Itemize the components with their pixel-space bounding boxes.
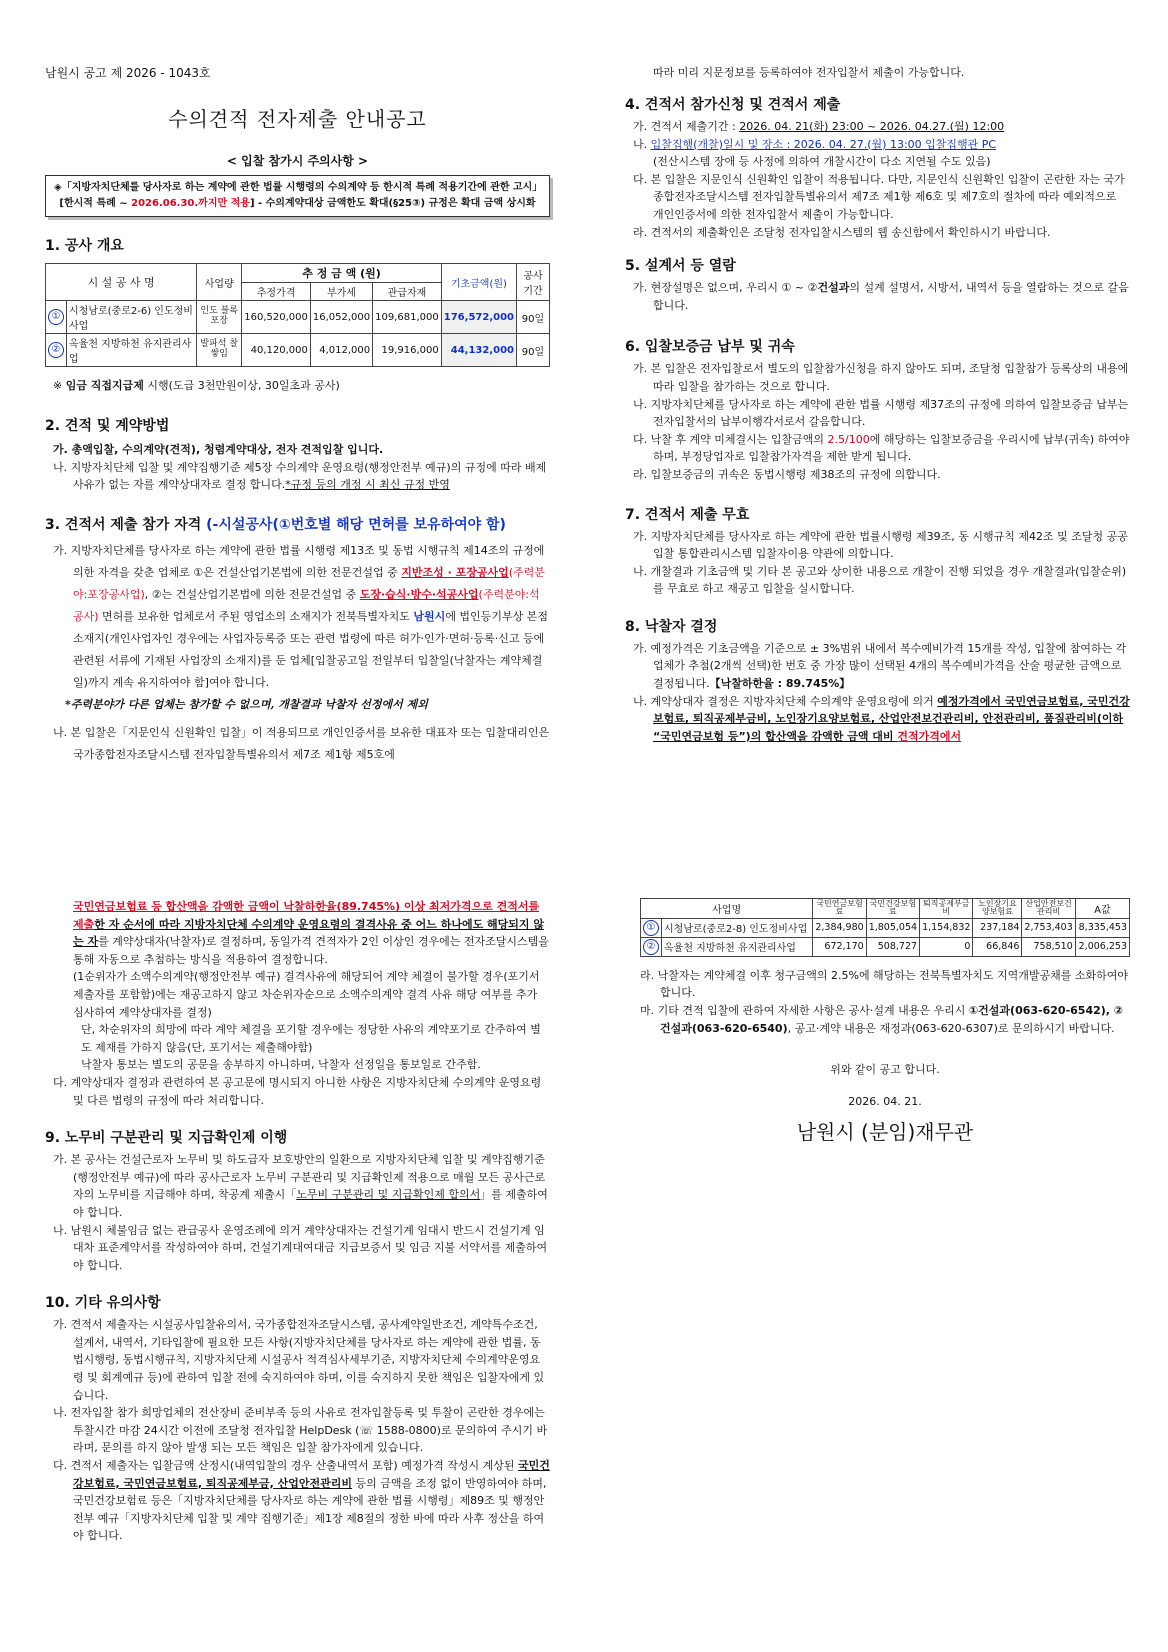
th-project: 사업명 (641, 899, 813, 919)
row-number: ② (48, 342, 64, 358)
section-4-body (625, 118, 1130, 241)
caution-box (45, 175, 550, 217)
section-5-heading: 5. 설계서 등 열람 (625, 258, 736, 275)
section-3-heading: 3. 견적서 제출 참가 자격 (-시설공사(①번호별 해당 면허를 보유하여야 함) (45, 516, 506, 533)
s8-note-3: 낙찰자 통보는 별도의 공문을 송부하지 아니하며, 낙찰자 선정일을 통보일로 간주함. (81, 1058, 481, 1072)
table-row (641, 918, 1130, 937)
wage-note: ※ 임금 직접지급제 시행(도급 3천만원이상, 30일초과 공사) (53, 379, 340, 392)
s6-item-ga: 가. 본 입찰은 전자입찰로서 별도의 입찰참가신청을 하지 않아도 되며, 조달청 입찰참가 등록상의 내용에 따라 입찰을 참가하는 것으로 합니다. (633, 362, 1129, 393)
base-price: 44,132,000 (441, 334, 516, 367)
th-vat: 부가세 (310, 283, 372, 301)
section-6-body (625, 360, 1130, 483)
th-longterm: 노인장기요양보험료 (973, 899, 1022, 919)
a-value: 8,335,453 (1075, 918, 1129, 937)
project-name: 시청남로(중로2-6) 인도정비사업 (67, 301, 197, 334)
base-price: 176,572,000 (441, 301, 516, 334)
s8-continued-text: 국민연금보험료 등 합산액을 감액한 금액이 낙찰하한율(89.745%) 이상 최저가격으로 견적서를 제출한 자 순서에 따라 지방자치단체 수의계약 운영요령의 결격사유 중 어느 하나에도 해당되지 않는 자를 계약상대자(낙찰자)로 결정하며, 동일가격 견적자가 2인 이상인 경우에는 전자조달시스템을 통해 자동으로 추첨하는 방식을 적용하여 결정합니다. (73, 900, 549, 966)
section-4-heading: 4. 견적서 참가신청 및 견적서 제출 (625, 97, 841, 113)
project-type: 인도 블록포장 (197, 301, 242, 334)
s6-item-da: 다. 낙찰 후 계약 미체결시는 입찰금액의 2.5/100에 해당하는 입찰보증금을 우리시에 납부(귀속) 하여야 하며, 부정당업자로 입찰참가자격을 제한 받게 됩니다. (633, 432, 1130, 464)
th-a-value: A값 (1075, 899, 1129, 919)
item-ra: 라. 낙찰자는 계약체결 이후 청구금액의 2.5%에 해당하는 전북특별자치도 지역개발공채를 소화하여야 합니다. (640, 968, 1128, 1000)
period: 90일 (517, 301, 550, 334)
row-number: ① (48, 309, 64, 325)
s2-item-ga: 가. 총액입찰, 수의계약(견적), 청렴계약대상, 전자 견적입찰 입니다. (53, 443, 384, 456)
insurance-table (640, 898, 1130, 957)
s2-item-na: 나. 지방자치단체 입찰 및 계약집행기준 제5장 수의계약 운영요령(행정안전부 예규)의 규정에 따라 배제사유가 없는 자를 계약상대자로 결정 합니다.*규정 등의 개정 시 최신 규정 반영 (53, 460, 547, 492)
s4-item-ga: 가. 견적서 제출기간 : 2026. 04. 21(화) 23:00 ~ 2026. 04.27.(월) 12:00 (633, 120, 1005, 133)
right-column-bottom (640, 898, 1130, 1145)
left-column-top (45, 64, 550, 766)
section-5-body (625, 279, 1130, 314)
s10-item-ga: 가. 견적서 제출자는 시설공사입찰유의서, 국가종합전자조달시스템, 공사계약일반조건, 계약특수조건, 설계서, 내역서, 기타입찰에 필요한 모든 사항(지방자치단체를 당사자로 하는 계약에 관한 법률, 동법시행령, 동법시행규칙, 지방자치단체 시설공사 적격심사세부기준, 지방자치단체 수의계약운영요령 및 회계예규 등)에 관하여 입찰 전에 숙지하여야 하며, 이를 숙지하지 못한 책임은 입찰자에게 있습니다. (53, 1318, 545, 1402)
section-8-body (625, 640, 1130, 746)
page-title: 수의견적 전자제출 안내공고 (168, 107, 427, 131)
left-column-bottom (45, 898, 550, 1545)
s4-item-da: 다. 본 입찰은 지문인식 신원확인 입찰이 적용됩니다. 다만, 지문인식 신원확인 입찰이 곤란한 자는 국가종합전자조달시스템 전자입찰특별유의서 제7조 제1항 제6호 및 제7호의 절차에 따라 예외적으로 개인인증서에 의한 전자입찰서 제출이 가능합니다. (633, 172, 1125, 221)
th-type: 사업량 (197, 264, 242, 301)
th-base: 기초금액(원) (441, 264, 516, 301)
period: 90일 (517, 334, 550, 367)
caution-line-1: ◈「지방자치단체를 당사자로 하는 계약에 관한 법률 시행령의 수의계약 등 한시적 특례 적용기간에 관한 고시」 (54, 182, 543, 193)
right-column-top (625, 64, 1130, 745)
row-number: ② (643, 939, 659, 955)
project-table (45, 263, 550, 367)
th-material: 관급자재 (373, 283, 442, 301)
s10-item-na: 나. 전자입찰 참가 희망업체의 전산장비 준비부족 등의 사유로 전자입찰등록 및 투찰이 곤란한 경우에는 투찰시간 마감 24시간 이전에 조달청 전자입찰 HelpDesk (☏ 1588-0800)로 문의하여 주시기 바라며, 문의를 하지 않아 발생 되는 모든 책임은 입찰 참가자에게 있습니다. (53, 1406, 548, 1455)
th-pension: 국민연금보험료 (813, 899, 866, 919)
a-value: 2,006,253 (1075, 937, 1129, 956)
section-6-heading: 6. 입찰보증금 납부 및 귀속 (625, 339, 795, 356)
longterm: 237,184 (973, 918, 1022, 937)
section-8-continued (45, 898, 550, 1074)
s9-item-ga: 가. 본 공사는 건설근로자 노무비 및 하도급자 보호방안의 일환으로 지방자치단체 입찰 및 계약집행기준(행정안전부 예규)에 따라 공사근로자 노무비 구분관리 및 지급확인제 적용으로 매월 모든 공사근로자의 노무비를 지급해야 하며, 착공계 제출시「노무비 구분관리 및 지급확인제 합의서」를 제출하여야 합니다. (53, 1153, 548, 1219)
notice-number: 남원시 공고 제 2026 - 1043호 (45, 66, 211, 80)
section-10-body (45, 1316, 550, 1545)
section-9-body (45, 1151, 550, 1274)
th-estimate: 추 정 금 액 (원) (242, 264, 442, 283)
section-9-heading: 9. 노무비 구분관리 및 지급확인제 이행 (45, 1130, 288, 1147)
pension: 2,384,980 (813, 918, 866, 937)
s7-item-na: 나. 개찰결과 기초금액 및 기타 본 공고와 상이한 내용으로 개찰이 진행 되었을 경우 개찰결과(입찰순위)를 무효로 하고 재공고 입찰을 실시합니다. (633, 564, 1127, 596)
table-row (46, 334, 550, 367)
project-name: 시청남로(중로2-8) 인도정비사업 (662, 918, 813, 937)
other-items (640, 967, 1130, 1037)
s5-item-ga: 가. 현장설명은 없으며, 우리시 ① ~ ②건설과의 설계 설명서, 시방서, 내역서 등을 열람하는 것으로 갈음합니다. (633, 281, 1129, 312)
s8-item-na: 나. 계약상대자 결정은 지방자치단체 수의계약 운영요령에 의거 예정가격에서 국민연금보험료, 국민건강보험료, 퇴직공제부금비, 노인장기요양보험료, 산업안전보건관리비, 안전관리비, 품질관리비(이하 “국민연금보험 등”)의 합산액을 감액한 금액 대비 견적가격에서 (633, 694, 1130, 743)
th-health: 국민건강보험료 (866, 899, 919, 919)
project-name: 옥율천 지방하천 유지관리사업 (67, 334, 197, 367)
health: 1,805,054 (866, 918, 919, 937)
s6-item-na: 나. 지방자치단체를 당사자로 하는 계약에 관한 법률 시행령 제37조의 규정에 의하여 입찰보증금 납부는 전자입찰서의 납부이행각서로서 갈음합니다. (633, 397, 1129, 429)
section-2-body (45, 441, 550, 494)
s3-item-na: 나. 본 입찰은「지문인식 신원확인 입찰」이 적용되므로 개인인증서를 보유한 대표자 또는 입찰대리인은 국가종합전자조달시스템 전자입찰특별유의서 제7조 제1항 제5호에 (53, 725, 550, 761)
th-retire: 퇴직공제부금비 (920, 899, 973, 919)
handwritten-note: *주력분야가 다른 업체는 참가할 수 없으며, 개찰결과 낙찰자 선정에서 제외 (65, 697, 428, 711)
s8-item-da: 다. 계약상대자 결정과 관련하여 본 공고문에 명시되지 아니한 사항은 지방자치단체 수의계약 운영요령 및 다른 법령의 규정에 따라 처리합니다. (53, 1075, 542, 1107)
section-10-heading: 10. 기타 유의사항 (45, 1295, 161, 1312)
s8-item-ga: 가. 예정가격은 기초금액을 기준으로 ± 3%범위 내에서 복수예비가격 15개를 작성, 입찰에 참여하는 각 업체가 추첨(2개씩 선택)한 번호 중 가장 많이 선택된 4개의 복수예비가격을 산술 평균한 금액으로 결정됩니다.【낙찰하한율 : 89.745%】 (633, 641, 1127, 691)
vat: 4,012,000 (310, 334, 372, 367)
section-3-body (45, 540, 550, 766)
s4-item-na-note: (전산시스템 장애 등 사정에 의하여 개찰시간이 다소 지연될 수도 있음) (653, 155, 991, 169)
s8-note-2: 단, 차순위자의 희망에 따라 계약 체결을 포기할 경우에는 정당한 사유의 계약포기로 간주하여 별도 제재를 가하지 않음(단, 포기서는 제출해야함) (81, 1023, 541, 1054)
s4-item-na: 나. 입찰집행(개찰)일시 및 장소 : 2026. 04. 27.(월) 13:00 입찰집행관 PC (633, 137, 997, 151)
table-row (641, 937, 1130, 956)
section-1-heading: 1. 공사 개요 (45, 238, 124, 254)
th-period: 공사기간 (517, 264, 550, 301)
s4-item-ra: 라. 견적서의 제출확인은 조달청 전자입찰시스템의 웹 송신함에서 확인하시기 바랍니다. (633, 225, 1051, 239)
section-8-da (45, 1074, 550, 1109)
est-price: 40,120,000 (242, 334, 311, 367)
section-2-heading: 2. 견적 및 계약방법 (45, 418, 170, 434)
project-type: 발파석 찰쌓임 (197, 334, 242, 367)
s10-item-da: 다. 견적서 제출자는 입찰금액 산정시(내역입찰의 경우 산출내역서 포함) 예정가격 작성시 계상된 국민건강보험료, 국민연금보험료, 퇴직공제부금, 산업안전관리비 등의 금액을 조정 없이 반영하여야 하며, 국민건강보험료 등은「지방자치단체를 당사자로 하는 계약에 관한 법률 시행령」제89조 및 행정안전부 예규「지방자치단체 입찰 및 계약 집행기준」제1장 제8절의 정한 바에 따라 사후 정산을 하여야 합니다. (53, 1459, 550, 1543)
section-8-heading: 8. 낙찰자 결정 (625, 618, 718, 635)
retire: 1,154,832 (920, 918, 973, 937)
s8-note-1: (1순위자가 소액수의계약(행정안전부 예규) 결격사유에 해당되어 계약 체결이 불가할 경우(포기서 제출자를 포함함)에는 재공고하지 않고 차순위자순으로 소액수의계약 결격 사유 해당 여부를 추가 심사하여 계약상대자를 결정) (73, 970, 540, 1019)
section-7-body (625, 528, 1130, 598)
safety: 2,753,403 (1022, 918, 1075, 937)
safety: 758,510 (1022, 937, 1075, 956)
s7-item-ga: 가. 지방자치단체를 당사자로 하는 계약에 관한 법률시행령 제39조, 동 시행규칙 제42조 및 조달청 공공입찰 통합관리시스템 입찰자이용 약관에 의합니다. (633, 529, 1128, 561)
health: 508,727 (866, 937, 919, 956)
th-project-name: 시 설 공 사 명 (46, 264, 197, 301)
s9-item-na: 나. 남원시 체불임금 없는 관급공사 운영조례에 의거 계약상대자는 건설기계 임대시 반드시 건설기계 임대차 표준계약서를 작성하여야 하며, 건설기계대여대금 지급보증서 및 임금 지불 서약서를 제출하여야 합니다. (53, 1223, 548, 1272)
longterm: 66,846 (973, 937, 1022, 956)
pension: 672,170 (813, 937, 866, 956)
material: 19,916,000 (373, 334, 442, 367)
table-row (46, 301, 550, 334)
project-name: 옥율천 지방하천 유지관리사업 (662, 937, 813, 956)
th-safety: 산업안전보건관리비 (1022, 899, 1075, 919)
s3-item-ga: 가. 지방자치단체를 당사자로 하는 계약에 관한 법률 시행령 제13조 및 동법 시행규칙 제14조의 규정에 의한 자격을 갖춘 업체로 ①은 건설산업기본법에 의한 전문건설업 중 지반조성 · 포장공사업(주력분야:포장공사업), ②는 건설산업기본법에 의한 전문건설업 중 도장·습식·방수·석공사업(주력분야:석공사) 면허를 보유한 업체로서 주된 영업소의 소재지가 전북특별자치도 남원시에 법인등기부상 본점소재지(개인사업자인 경우에는 사업자등록증 또는 관련 법령에 따른 허가·인가·면허·등록·신고 등에 관련된 서류에 기재된 사업장의 소재지)를 둔 업체[입찰공고일 전일부터 입찰일(낙찰자는 계약체결일)까지 계속 유지하여야 함]여야 합니다. (53, 543, 548, 689)
vat: 16,052,000 (310, 301, 372, 334)
closing-date: 2026. 04. 21. (848, 1095, 922, 1109)
item-ma: 마. 기타 견적 입찰에 관하여 자세한 사항은 공사·설계 내용은 우리시 ①건설과(063-620-6542), ②건설과(063-620-6540), 공고·계약 내용은 재정과(063-620-6307)로 문의하시기 바랍니다. (640, 1003, 1124, 1035)
caution-line-2: [한시적 특례 ~ 2026.06.30.까지만 적용] - 수의계약대상 금액한도 확대(§25③) 규정은 확대 금액 상시화 (59, 198, 536, 209)
s6-item-ra: 라. 입찰보증금의 귀속은 동법시행령 제38조의 규정에 의합니다. (633, 467, 941, 481)
est-price: 160,520,000 (242, 301, 311, 334)
row-number: ① (643, 920, 659, 936)
retire: 0 (920, 937, 973, 956)
section-7-heading: 7. 견적서 제출 무효 (625, 506, 750, 523)
caution-title: < 입찰 참가시 주의사항 > (226, 154, 369, 168)
issuer: 남원시 (분임)재무관 (796, 1120, 974, 1145)
s3-item-na-continued: 따라 미리 지문정보를 등록하여야 전자입찰서 제출이 가능합니다. (653, 66, 965, 79)
th-est-price: 추정가격 (242, 283, 311, 301)
material: 109,681,000 (373, 301, 442, 334)
closing-line: 위와 같이 공고 합니다. (830, 1063, 940, 1077)
